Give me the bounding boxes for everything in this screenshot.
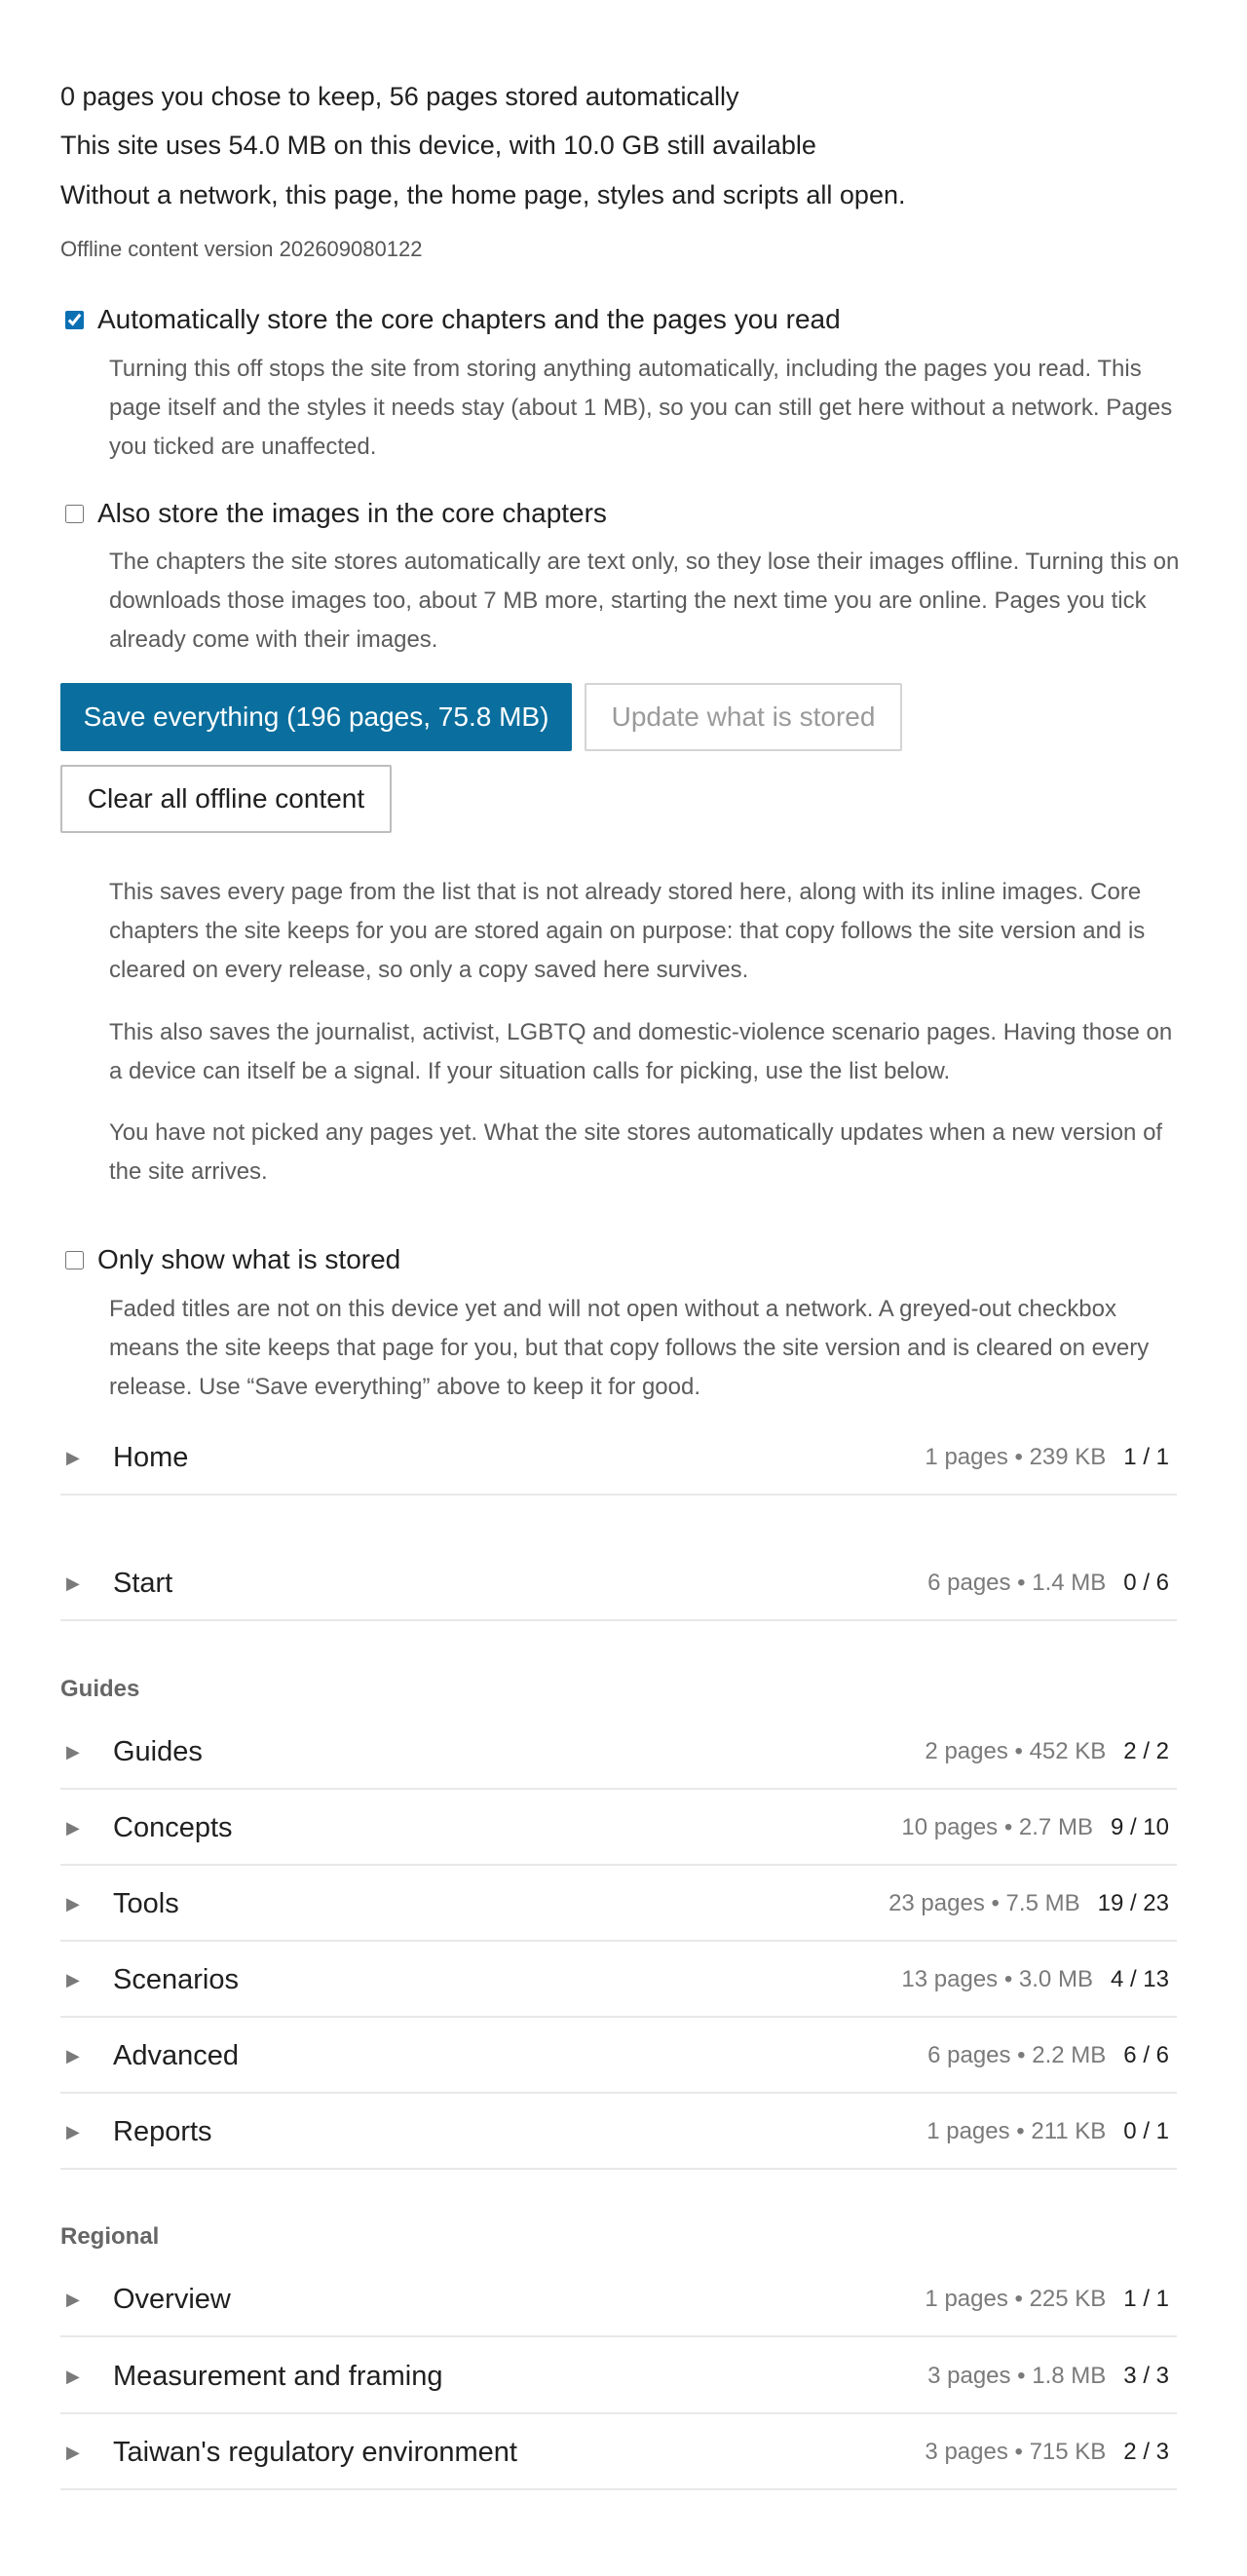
chapter-stored-count: 2 / 3 — [1123, 2439, 1169, 2465]
chapter-size: 1 pages • 225 KB — [925, 2286, 1107, 2312]
auto-store-checkbox[interactable] — [65, 311, 84, 329]
chapter-size: 2 pages • 452 KB — [925, 1738, 1107, 1764]
section-title-guides: Guides — [60, 1676, 140, 1702]
no-pages-picked-note: You have not picked any pages yet. What the site stores automatically updates when a new version of the site arrives. — [109, 1119, 1163, 1185]
chapter-row-guides[interactable] — [60, 1716, 1177, 1790]
chapter-stored-count: 4 / 13 — [1110, 1966, 1169, 1992]
chapter-name: Home — [113, 1441, 189, 1473]
chapter-size: 13 pages • 3.0 MB — [901, 1966, 1093, 1992]
only-stored-filter-option[interactable] — [60, 1244, 400, 1275]
chapter-stored-count: 2 / 2 — [1123, 1738, 1169, 1764]
chapter-stored-count: 0 / 1 — [1123, 2118, 1169, 2144]
kept-pages-summary: 0 pages you chose to keep, 56 pages stored automatically — [60, 82, 739, 111]
section-title-regional: Regional — [60, 2223, 160, 2250]
auto-store-label: Automatically store the core chapters and the pages you read — [97, 304, 841, 334]
chapter-row-overview[interactable] — [60, 2263, 1177, 2337]
storage-usage-summary: This site uses 54.0 MB on this device, with 10.0 GB still available — [60, 131, 816, 160]
chapter-stored-count: 0 / 6 — [1123, 1570, 1169, 1596]
store-images-checkbox[interactable] — [65, 505, 84, 523]
clear-all-offline-button[interactable]: Clear all offline content — [60, 765, 392, 833]
only-stored-label: Only show what is stored — [97, 1244, 401, 1274]
chapter-name: Scenarios — [113, 1963, 239, 1995]
expand-arrow-icon[interactable]: ▶ — [66, 1741, 80, 1762]
chapter-row-concepts[interactable] — [60, 1792, 1177, 1866]
auto-store-option[interactable] — [60, 304, 841, 335]
expand-arrow-icon[interactable]: ▶ — [66, 2442, 80, 2462]
chapter-name: Overview — [113, 2283, 231, 2315]
chapter-stored-count: 1 / 1 — [1123, 2286, 1169, 2312]
expand-arrow-icon[interactable]: ▶ — [66, 1447, 80, 1467]
auto-store-help: Turning this off stops the site from storing anything automatically, including the pages you read. This page itself and the styles it needs stay (about 1 MB), so you can still get here without a network. Pages you ticked are unaffected. — [109, 356, 1173, 460]
chapter-name: Start — [113, 1567, 173, 1599]
offline-availability-summary: Without a network, this page, the home page, styles and scripts all open. — [60, 180, 906, 209]
store-images-label: Also store the images in the core chapters — [97, 498, 607, 528]
chapter-stored-count: 1 / 1 — [1123, 1444, 1169, 1470]
chapter-row-taiwan-regulatory-environment[interactable] — [60, 2416, 1177, 2490]
expand-arrow-icon[interactable]: ▶ — [66, 1817, 80, 1837]
chapter-name: Reports — [113, 2115, 212, 2147]
chapter-size: 23 pages • 7.5 MB — [888, 1890, 1080, 1916]
expand-arrow-icon[interactable]: ▶ — [66, 2366, 80, 2386]
store-images-option[interactable] — [60, 498, 607, 529]
chapter-size: 6 pages • 2.2 MB — [927, 2042, 1107, 2068]
chapter-size: 1 pages • 211 KB — [926, 2118, 1107, 2144]
expand-arrow-icon[interactable]: ▶ — [66, 2121, 80, 2141]
expand-arrow-icon[interactable]: ▶ — [66, 2289, 80, 2309]
chapter-row-start[interactable] — [60, 1547, 1177, 1621]
chapter-stored-count: 3 / 3 — [1123, 2363, 1169, 2389]
store-images-help: The chapters the site stores automatically are text only, so they lose their images offline. Turning this on downloads those images too, about 7 MB more, starting the next time you are online. Pages you tick already come with their images. — [109, 549, 1180, 653]
update-stored-button[interactable]: Update what is stored — [585, 683, 902, 751]
chapter-name: Measurement and framing — [113, 2360, 443, 2392]
chapter-row-home[interactable] — [60, 1421, 1177, 1496]
chapter-name: Concepts — [113, 1811, 233, 1843]
save-everything-button[interactable]: Save everything (196 pages, 75.8 MB) — [60, 683, 572, 751]
expand-arrow-icon[interactable]: ▶ — [66, 1572, 80, 1593]
chapter-row-scenarios[interactable] — [60, 1944, 1177, 2018]
chapter-row-reports[interactable] — [60, 2096, 1177, 2170]
chapter-name: Taiwan's regulatory environment — [113, 2436, 517, 2468]
chapter-size: 1 pages • 239 KB — [925, 1444, 1107, 1470]
chapter-stored-count: 9 / 10 — [1110, 1814, 1169, 1840]
save-everything-note: This saves every page from the list that is not already stored here, along with its inline images. Core chapters the site keeps for you are stored again on purpose: that copy follows the site version and is cleared on every release, so only a copy saved here survives. — [109, 879, 1146, 983]
chapter-row-tools[interactable] — [60, 1868, 1177, 1942]
expand-arrow-icon[interactable]: ▶ — [66, 1969, 80, 1989]
expand-arrow-icon[interactable]: ▶ — [66, 2045, 80, 2065]
chapter-size: 3 pages • 1.8 MB — [927, 2363, 1107, 2389]
chapter-size: 6 pages • 1.4 MB — [927, 1570, 1107, 1596]
chapter-size: 3 pages • 715 KB — [925, 2439, 1107, 2465]
chapter-stored-count: 6 / 6 — [1123, 2042, 1169, 2068]
chapter-row-advanced[interactable] — [60, 2020, 1177, 2094]
offline-content-version: Offline content version 202609080122 — [60, 237, 423, 261]
chapter-stored-count: 19 / 23 — [1097, 1890, 1169, 1916]
chapter-name: Guides — [113, 1735, 203, 1767]
expand-arrow-icon[interactable]: ▶ — [66, 1893, 80, 1913]
sensitive-pages-warning: This also saves the journalist, activist, LGBTQ and domestic-violence scenario pages. Having those on a device can itself be a signal. If your situation calls for picking, use the list below. — [109, 1019, 1173, 1084]
only-stored-checkbox[interactable] — [65, 1251, 84, 1269]
only-stored-help: Faded titles are not on this device yet and will not open without a network. A greyed-out checkbox means the site keeps that page for you, but that copy follows the site version and is cleared on every release. Use “Save everything” above to keep it for good. — [109, 1296, 1150, 1400]
chapter-row-measurement-and-framing[interactable] — [60, 2340, 1177, 2414]
chapter-name: Tools — [113, 1887, 179, 1919]
chapter-size: 10 pages • 2.7 MB — [901, 1814, 1093, 1840]
chapter-name: Advanced — [113, 2039, 239, 2071]
